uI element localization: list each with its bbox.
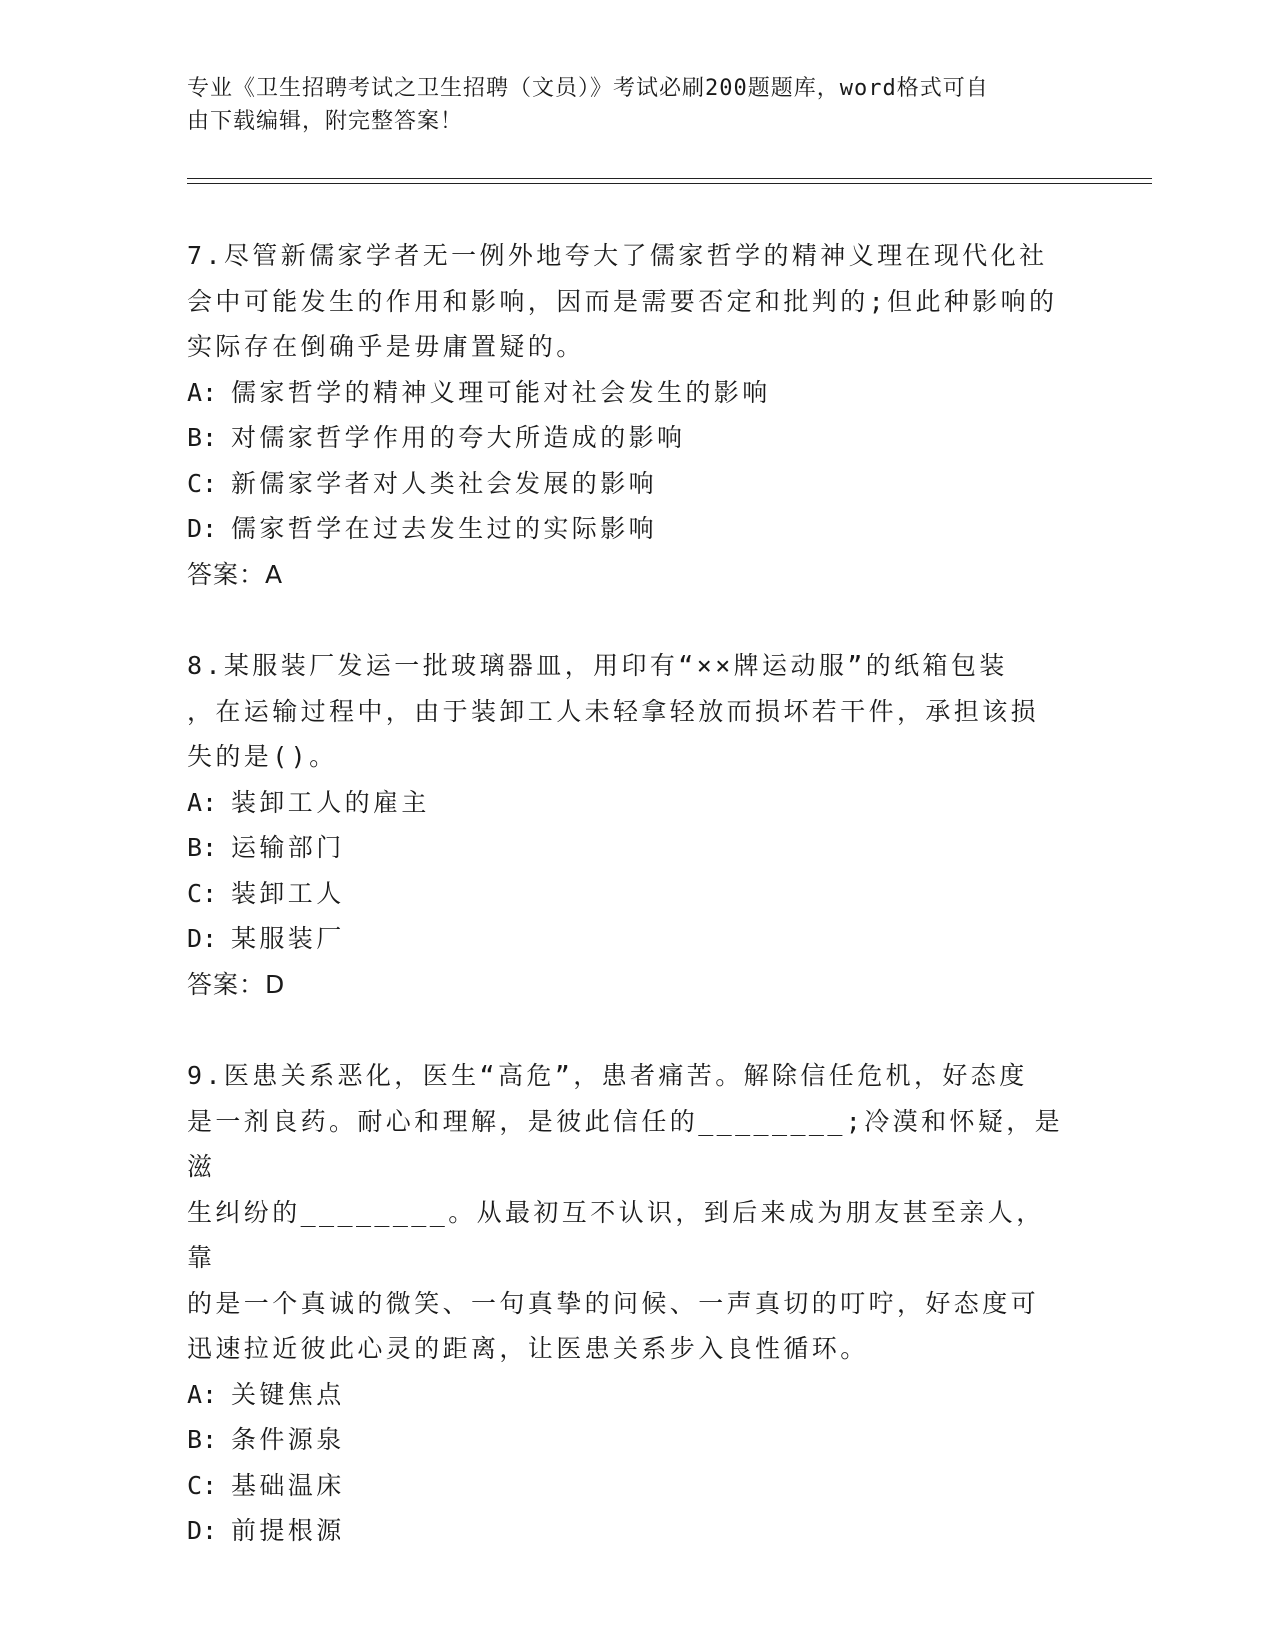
option-a — [187, 780, 1067, 826]
stem-line: 会中可能发生的作用和影响，因而是需要否定和批判的;但此种影响的 — [187, 286, 1058, 316]
option-text: 对儒家哲学作用的夸大所造成的影响 — [231, 423, 686, 452]
option-letter: D: — [187, 514, 218, 543]
document-header — [187, 72, 1067, 138]
option-c — [187, 1463, 1067, 1509]
question-stem — [187, 643, 1067, 780]
stem-line: 的是一个真诚的微笑、一句真挚的问候、一声真切的叮咛，好态度可 — [187, 1288, 1040, 1318]
option-letter: B: — [187, 423, 218, 452]
stem-line: 生纠纷的________。从最初互不认识，到后来成为朋友甚至亲人，靠 — [187, 1197, 1045, 1272]
stem-line: ，在运输过程中，由于装卸工人未轻拿轻放而损坏若干件，承担该损 — [187, 696, 1040, 726]
option-text: 运输部门 — [231, 833, 345, 862]
option-list — [187, 1372, 1067, 1554]
option-text: 装卸工人的雇主 — [231, 787, 430, 817]
option-text: 某服装厂 — [231, 924, 345, 953]
answer-line: 答案：D — [187, 969, 286, 999]
option-letter: D: — [187, 924, 218, 953]
header-line-1: 专业《卫生招聘考试之卫生招聘（文员）》考试必刷200题题库，word格式可自 — [187, 76, 989, 101]
option-d — [187, 916, 1067, 962]
stem-line: 迅速拉近彼此心灵的距离，让医患关系步入良性循环。 — [187, 1334, 869, 1363]
option-b — [187, 415, 1067, 461]
stem-line: 实际存在倒确乎是毋庸置疑的。 — [187, 332, 585, 361]
stem-line: 是一剂良药。耐心和理解，是彼此信任的________;冷漠和怀疑，是滋 — [187, 1106, 1064, 1181]
option-text: 儒家哲学的精神义理可能对社会发生的影响 — [231, 377, 771, 407]
stem-line: 8.某服装厂发运一批玻璃器皿，用印有“××牌运动服”的纸箱包装 — [187, 651, 1008, 680]
option-text: 前提根源 — [231, 1516, 345, 1545]
option-letter: C: — [187, 1470, 218, 1500]
option-text: 装卸工人 — [231, 878, 345, 908]
option-letter: C: — [187, 468, 218, 498]
option-text: 基础温床 — [231, 1470, 345, 1500]
option-c — [187, 461, 1067, 507]
question-8 — [187, 643, 1067, 1007]
option-d — [187, 1508, 1067, 1554]
option-letter: A: — [187, 377, 218, 407]
option-b — [187, 825, 1067, 871]
header-line-2: 由下载编辑，附完整答案！ — [187, 109, 464, 134]
question-stem — [187, 1053, 1067, 1372]
option-letter: A: — [187, 787, 218, 817]
option-letter: A: — [187, 1379, 218, 1409]
stem-line: 失的是()。 — [187, 742, 338, 771]
header-divider-top — [187, 178, 1152, 179]
option-list — [187, 370, 1067, 552]
option-text: 关键焦点 — [231, 1379, 345, 1409]
option-letter: D: — [187, 1516, 218, 1545]
stem-line: 7.尽管新儒家学者无一例外地夸大了儒家哲学的精神义理在现代化社 — [187, 241, 1048, 270]
option-a — [187, 1372, 1067, 1418]
option-letter: B: — [187, 1425, 218, 1454]
answer-line: 答案：A — [187, 559, 284, 589]
option-text: 条件源泉 — [231, 1425, 345, 1454]
option-d — [187, 506, 1067, 552]
option-text: 儒家哲学在过去发生过的实际影响 — [231, 514, 658, 543]
option-c — [187, 871, 1067, 917]
option-text: 新儒家学者对人类社会发展的影响 — [231, 468, 658, 498]
option-list — [187, 780, 1067, 962]
option-letter: B: — [187, 833, 218, 862]
stem-line: 9.医患关系恶化，医生“高危”，患者痛苦。解除信任危机，好态度 — [187, 1061, 1028, 1090]
option-b — [187, 1417, 1067, 1463]
question-stem — [187, 233, 1067, 370]
option-letter: C: — [187, 878, 218, 908]
header-divider-bottom — [187, 183, 1152, 184]
question-9 — [187, 1053, 1067, 1554]
option-a — [187, 370, 1067, 416]
question-7 — [187, 233, 1067, 597]
